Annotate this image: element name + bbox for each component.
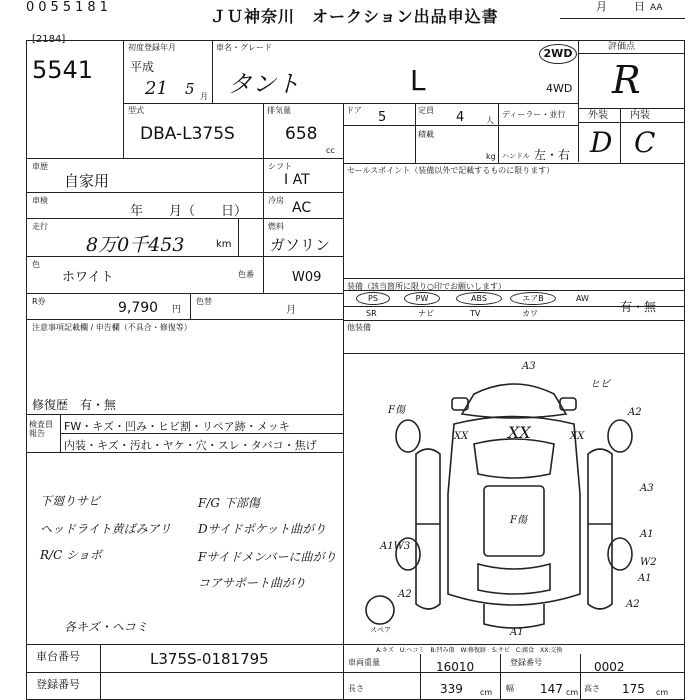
drive-2wd-circled: 2WD <box>539 44 577 64</box>
remark-2: ヘッドライト黄ばみアリ <box>40 522 172 536</box>
width-unit: cm <box>566 688 579 697</box>
reg-month: 5 <box>185 80 195 98</box>
inspection-report-label: 検査員報告 <box>29 420 53 438</box>
handle-label: ハンドル <box>502 152 530 160</box>
seat-label: 定員 <box>418 106 434 115</box>
kg-unit: kg <box>486 152 496 161</box>
mileage-value: 8万0千453 <box>86 234 185 256</box>
score-label: 評価点 <box>608 42 636 52</box>
equip-abs: ABS <box>456 292 502 305</box>
interior-grade: C <box>634 126 656 159</box>
equip-navi: ナビ <box>418 309 434 318</box>
inspection-exterior: FW・キズ・凹み・ヒビ割・リペア跡・メッキ <box>64 420 290 433</box>
shift-label: シフト <box>268 162 292 171</box>
mark-door: F傷 <box>510 515 527 526</box>
height-label: 高さ <box>584 684 600 693</box>
equip-airbag: エアB <box>510 292 556 305</box>
width-label: 幅 <box>506 684 514 693</box>
chassis-label: 車台番号 <box>36 650 80 663</box>
aircon-value: AC <box>292 200 312 216</box>
grade: L <box>410 64 426 97</box>
date-month: 月 <box>596 0 607 13</box>
handle-value: 左・右 <box>534 148 571 162</box>
equip-tv: TV <box>470 309 481 318</box>
interior-label: 内装 <box>630 110 650 121</box>
aircon-label: 冷房 <box>268 196 284 205</box>
first-reg-label: 初度登録年月 <box>128 43 176 52</box>
vehicle-weight: 16010 <box>436 660 475 674</box>
repair-history: 修復歴 有・無 <box>32 398 117 412</box>
dealer-label: ディーラー・並行 <box>502 110 566 119</box>
equip-ps: PS <box>356 292 390 305</box>
form-title: ＪＵ神奈川 オークション出品申込書 <box>210 7 499 26</box>
displacement: 658 <box>285 124 318 144</box>
mark-xx-center: XX <box>508 423 531 442</box>
mark-right-1: A2 <box>628 407 642 418</box>
cc-unit: cc <box>326 146 335 155</box>
length-unit: cm <box>480 688 493 697</box>
mark-right-4: W2 <box>640 557 657 568</box>
doors: 5 <box>378 110 387 125</box>
mark-left-lower: A1W3 <box>380 541 411 552</box>
sales-point-label: セールスポイント（装備以外で記載するものに限ります） <box>347 166 555 175</box>
load-label: 積載 <box>418 130 434 139</box>
mark-right-5: A1 <box>638 573 652 584</box>
date-suffix: AA <box>650 3 663 13</box>
era: 平成 <box>130 60 155 74</box>
fuel-label: 燃料 <box>268 222 284 231</box>
mark-top: A3 <box>522 361 536 372</box>
length-label: 長さ <box>348 684 364 693</box>
weight-label: 車両重量 <box>348 658 380 667</box>
seat-unit: 人 <box>486 116 494 125</box>
mark-bottom: A1 <box>510 627 524 638</box>
remark-6: Dサイドポケット曲がり <box>198 522 327 536</box>
remark-3: R/C ショボ <box>40 548 102 562</box>
color-value: ホワイト <box>62 270 114 285</box>
weight2-value: 0002 <box>594 660 625 674</box>
lot-number: 5541 <box>32 56 94 84</box>
mark-right-2: A3 <box>640 483 654 494</box>
mark-rear-left: A2 <box>398 589 412 600</box>
usage-value: 自家用 <box>64 172 110 190</box>
chassis-number: L375S-0181795 <box>150 650 269 668</box>
mark-top-right: ヒビ <box>590 379 610 390</box>
serial-number: 0055181 <box>26 0 112 15</box>
fuel-value: ガソリン <box>270 236 331 254</box>
inspection-label: 車検 <box>32 196 48 205</box>
remark-8: コアサポート曲がり <box>198 576 307 590</box>
length-value: 339 <box>440 682 463 696</box>
height-value: 175 <box>622 682 645 696</box>
color-label: 色 <box>32 260 40 269</box>
model-code: DBA-L375S <box>140 124 235 144</box>
mark-right-3: A1 <box>640 529 654 540</box>
equip-sr: SR <box>366 309 377 318</box>
mark-xx-left: XX <box>454 431 469 442</box>
exterior-grade: D <box>590 126 613 159</box>
displacement-label: 排気量 <box>267 106 291 115</box>
seats: 4 <box>456 110 465 125</box>
weight2-label: 登録番号 <box>510 658 542 667</box>
car-name: タント <box>228 70 300 98</box>
remark-4: 各キズ・ヘコミ <box>64 620 148 634</box>
door-label: ドア <box>346 106 362 115</box>
date-day: 日 <box>634 0 645 13</box>
mileage-label: 走行 <box>32 222 48 231</box>
inspection-interior: 内装・キズ・汚れ・ヤケ・穴・スレ・タバコ・焦げ <box>64 439 317 452</box>
yen-unit: 円 <box>172 305 182 315</box>
form-code: [2184] <box>32 34 66 45</box>
mark-fender-l: F傷 <box>388 405 405 416</box>
color-number-label: 色番 <box>238 270 254 279</box>
registration-label: 登録番号 <box>36 678 80 691</box>
mark-rear-right: A2 <box>626 599 640 610</box>
equip-aw: AW <box>576 294 589 303</box>
width-value: 147 <box>540 682 563 696</box>
prev-color-label: 色替 <box>196 297 212 306</box>
recycle-fee: 9,790 <box>118 300 159 316</box>
equip-pw: PW <box>404 292 440 305</box>
reg-year: 21 <box>145 78 168 99</box>
equip-navi-choice: 有・無 <box>620 300 657 314</box>
usage-label: 車歴 <box>32 162 48 171</box>
color-number: W09 <box>292 270 322 285</box>
equip-leather: カワ <box>522 309 538 318</box>
equipment-label: 装備（該当箇所に限り○印でお願いします） <box>347 282 506 291</box>
remark-7: Fサイドメンバーに曲がり <box>198 550 337 564</box>
month-unit: 月 <box>200 92 208 101</box>
inspection-expiry: 年 月（ 日） <box>130 204 248 219</box>
shift-value: I AT <box>284 172 310 188</box>
recycle-label: R券 <box>32 297 46 306</box>
model-label: 型式 <box>128 106 144 115</box>
drive-4wd: 4WD <box>546 82 573 95</box>
car-name-label: 車名・グレード <box>216 43 272 52</box>
remark-1: 下廻りサビ <box>40 494 101 508</box>
spare-tire-label: スペア <box>370 626 391 634</box>
exterior-label: 外装 <box>588 110 608 121</box>
notes-label: 注意事項記載欄 / 申告欄（不具合・修復等） <box>32 323 192 332</box>
prev-color-unit: 月 <box>286 305 296 316</box>
other-equipment-label: 他装備 <box>347 323 371 332</box>
remark-5: F/G 下部傷 <box>198 496 260 510</box>
km-unit: km <box>216 239 232 250</box>
damage-legend: A:キズ U:ヘコミ B:凹み傷 W:修復跡 S:サビ C:腐食 XX:交換 <box>376 647 563 654</box>
evaluation-score: R <box>612 58 641 102</box>
mark-xx-right: XX <box>570 431 585 442</box>
height-unit: cm <box>656 688 669 697</box>
